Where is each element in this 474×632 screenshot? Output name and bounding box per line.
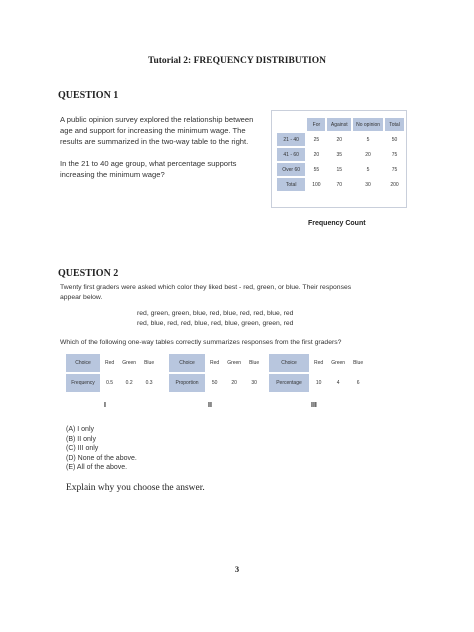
row-header: Choice bbox=[66, 354, 100, 372]
answer-option: (D) None of the above. bbox=[66, 454, 137, 462]
table-row bbox=[277, 163, 404, 176]
row-header: Choice bbox=[269, 354, 309, 372]
text-line: A public opinion survey explored the relationship between bbox=[60, 115, 254, 124]
text-line: increasing the minimum wage? bbox=[60, 170, 165, 179]
column-header: No opinion bbox=[353, 118, 383, 131]
table-cell: 4 bbox=[336, 380, 340, 386]
column-header: Total bbox=[385, 118, 404, 131]
question-1-prompt bbox=[60, 158, 236, 180]
row-header: Choice bbox=[169, 354, 205, 372]
question-1-heading: QUESTION 1 bbox=[58, 90, 119, 101]
table-cell: 20 bbox=[365, 151, 371, 158]
table-cell: Red bbox=[210, 360, 220, 366]
row-header: Percentage bbox=[269, 374, 309, 392]
question-2-intro bbox=[60, 283, 351, 303]
table-row bbox=[277, 133, 404, 146]
table-cell: 20 bbox=[313, 151, 320, 158]
table-row bbox=[169, 374, 262, 392]
row-header: Over 60 bbox=[277, 163, 305, 176]
answer-option: (E) All of the above. bbox=[66, 464, 128, 472]
table-cell: Red bbox=[314, 360, 324, 366]
table-i-label: I bbox=[104, 402, 106, 409]
table-cell: 70 bbox=[336, 181, 343, 188]
column-header: Against bbox=[327, 118, 351, 131]
table-cell: Green bbox=[227, 360, 242, 366]
explain-prompt: Explain why you choose the answer. bbox=[66, 483, 205, 493]
table-row bbox=[277, 178, 404, 191]
row-header: Total bbox=[277, 178, 305, 191]
text-line: red, green, green, blue, red, blue, red, red, blue, red bbox=[137, 310, 294, 317]
text-line: red, blue, red, red, blue, red, blue, green, green, red bbox=[137, 320, 294, 327]
responses-block bbox=[137, 309, 293, 329]
two-way-table bbox=[275, 116, 406, 193]
answer-options bbox=[66, 425, 137, 473]
one-way-table-i bbox=[64, 352, 159, 394]
table-caption: Frequency Count bbox=[308, 220, 366, 227]
page-number: 3 bbox=[234, 564, 240, 574]
column-header: For bbox=[307, 118, 325, 131]
table-cell: Green bbox=[331, 360, 346, 366]
two-way-table-box bbox=[271, 110, 407, 208]
table-cell: 35 bbox=[336, 151, 343, 158]
table-cell: 5 bbox=[366, 136, 370, 143]
one-way-table-iii bbox=[267, 352, 368, 394]
table-cell: 30 bbox=[365, 181, 371, 188]
table-cell: 55 bbox=[313, 166, 320, 173]
table-cell: 30 bbox=[251, 380, 257, 386]
question-1-intro bbox=[60, 114, 253, 147]
text-line: In the 21 to 40 age group, what percentage supports bbox=[60, 159, 237, 168]
table-row bbox=[169, 354, 262, 372]
table-cell: 200 bbox=[390, 181, 399, 188]
text-line: results are summarized in the two-way table to the right. bbox=[60, 137, 249, 146]
text-line: age and support for increasing the minimum wage. The bbox=[60, 126, 246, 135]
table-cell: 0.2 bbox=[125, 380, 133, 386]
table-ii-label: II bbox=[208, 402, 212, 409]
table-cell: 50 bbox=[391, 136, 398, 143]
table-cell: 15 bbox=[336, 166, 343, 173]
question-2-heading: QUESTION 2 bbox=[58, 268, 119, 279]
table-header-row bbox=[277, 118, 404, 131]
one-way-table-ii bbox=[167, 352, 264, 394]
table-row bbox=[269, 354, 366, 372]
row-header: Frequency bbox=[66, 374, 100, 392]
table-cell: 20 bbox=[336, 136, 343, 143]
table-cell: 75 bbox=[391, 151, 398, 158]
table-corner-cell bbox=[277, 118, 305, 131]
table-cell: 20 bbox=[231, 380, 237, 386]
table-row bbox=[277, 148, 404, 161]
table-cell: 100 bbox=[312, 181, 321, 188]
table-cell: 50 bbox=[211, 380, 218, 386]
table-cell: 25 bbox=[313, 136, 320, 143]
table-row bbox=[66, 354, 157, 372]
table-cell: 5 bbox=[366, 166, 370, 173]
answer-option: (C) III only bbox=[66, 445, 99, 453]
table-row bbox=[269, 374, 366, 392]
table-cell: 0.5 bbox=[106, 380, 114, 386]
table-iii-label: III bbox=[311, 402, 317, 409]
answer-option: (A) I only bbox=[66, 426, 95, 433]
table-cell: 0.3 bbox=[145, 380, 153, 386]
text-line: appear below. bbox=[60, 294, 103, 301]
row-header: 21 - 40 bbox=[277, 133, 305, 146]
table-cell: 10 bbox=[315, 380, 322, 386]
table-cell: 75 bbox=[391, 166, 398, 173]
table-cell: Blue bbox=[144, 360, 155, 366]
row-header: 41 - 60 bbox=[277, 148, 305, 161]
text-line: Twenty first graders were asked which color they liked best - red, green, or blue. Their responses bbox=[60, 284, 352, 291]
table-cell: 6 bbox=[356, 380, 360, 386]
table-cell: Green bbox=[122, 360, 137, 366]
question-2-prompt: Which of the following one-way tables correctly summarizes responses from the first graders? bbox=[60, 339, 342, 346]
table-row bbox=[66, 374, 157, 392]
table-cell: Blue bbox=[249, 360, 260, 366]
answer-option: (B) II only bbox=[66, 435, 96, 443]
table-cell: Red bbox=[105, 360, 115, 366]
table-cell: Blue bbox=[353, 360, 364, 366]
row-header: Proportion bbox=[169, 374, 205, 392]
page-title: Tutorial 2: FREQUENCY DISTRIBUTION bbox=[148, 56, 326, 66]
